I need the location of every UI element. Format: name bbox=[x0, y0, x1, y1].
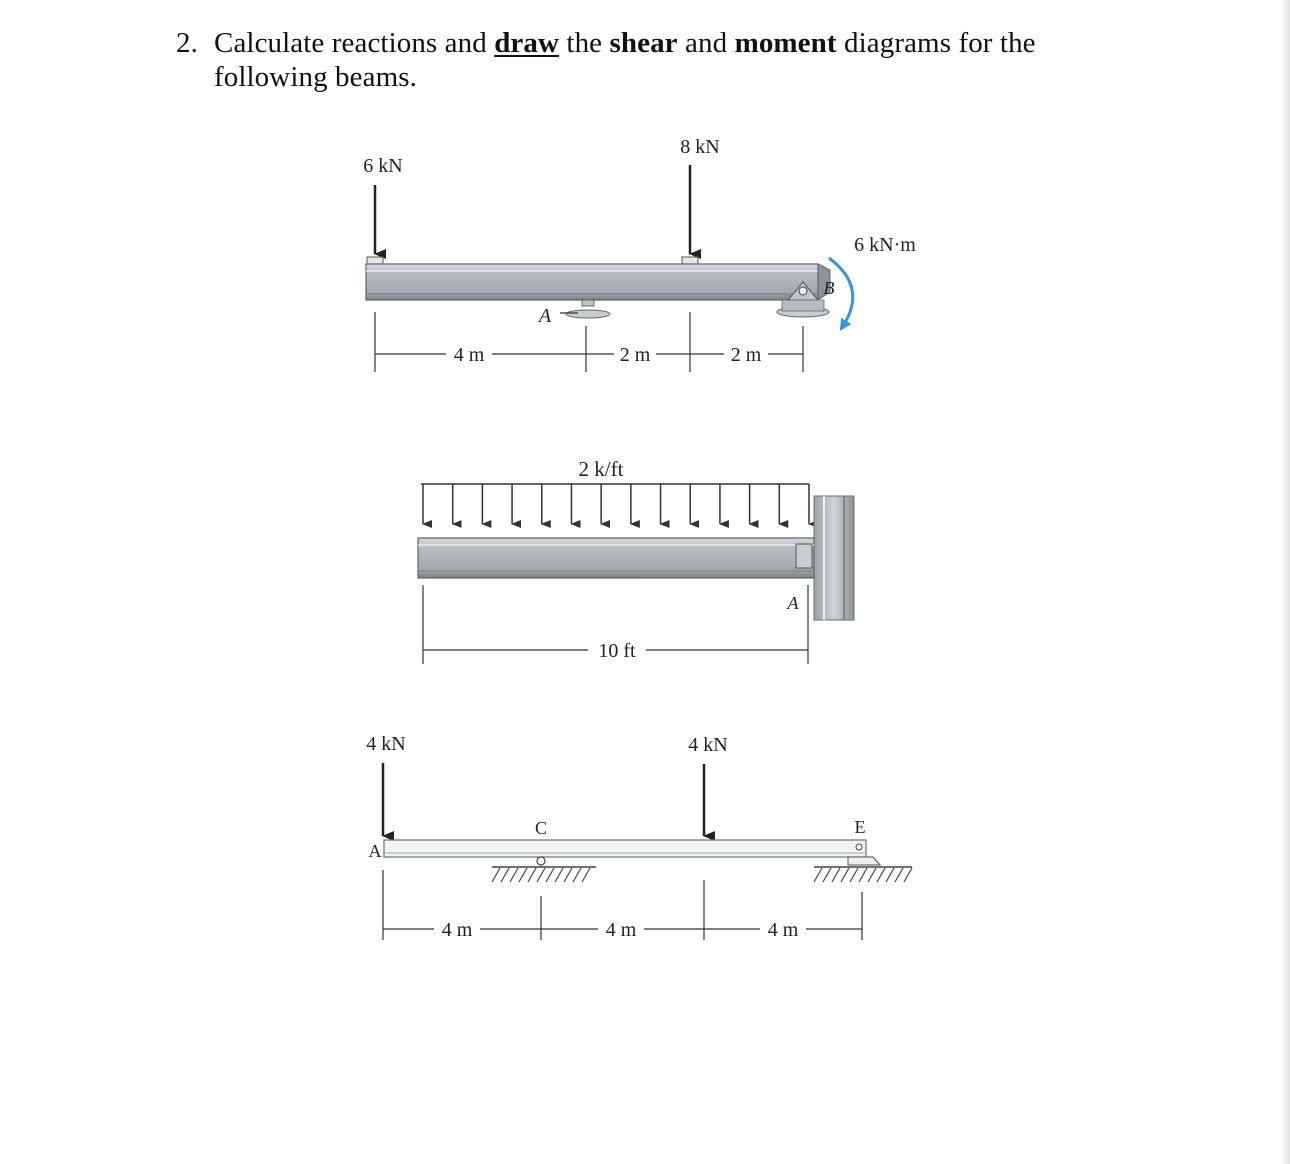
ground-hatch-mark bbox=[537, 868, 545, 882]
beam1-dim-label-3: 2 m bbox=[730, 344, 762, 366]
page-edge bbox=[1280, 0, 1290, 1164]
text-diagrams: diagrams for the bbox=[844, 27, 1036, 59]
ground-hatch-mark bbox=[859, 868, 867, 882]
beam2-length-label: 10 ft bbox=[598, 640, 636, 662]
ground-hatch-mark bbox=[519, 868, 527, 882]
ground-hatch-mark bbox=[555, 868, 563, 882]
beam3-load-left-label: 4 kN bbox=[366, 733, 406, 755]
beam3-dim-label-3: 4 m bbox=[767, 919, 799, 941]
ground-hatch-mark bbox=[582, 868, 590, 882]
beam1-support-a-block bbox=[582, 300, 594, 306]
beam3-support-c-roller bbox=[537, 857, 545, 865]
ground-hatch-mark bbox=[814, 868, 822, 882]
ground-hatch-mark bbox=[492, 868, 500, 882]
beam2-support-a-label: A bbox=[787, 593, 799, 613]
beam2-dist-load-label: 2 k/ft bbox=[578, 457, 624, 481]
beam1-dim-label-1: 4 m bbox=[453, 344, 485, 366]
beam3-support-e-pin bbox=[848, 857, 880, 865]
beam3-support-e-hinge bbox=[856, 844, 862, 850]
ground-hatch-mark bbox=[528, 868, 536, 882]
beam-2-figure bbox=[418, 457, 854, 664]
beam-3-figure bbox=[366, 733, 912, 941]
beam2-connection-plate bbox=[796, 544, 812, 568]
ground-hatch-mark bbox=[832, 868, 840, 882]
ground-hatch-mark bbox=[546, 868, 554, 882]
ground-hatch-mark bbox=[501, 868, 509, 882]
beam1-support-b-hinge bbox=[799, 287, 807, 295]
beam2-wall bbox=[814, 496, 854, 620]
beam3-point-a-label: A bbox=[368, 841, 382, 861]
beam1-dim-label-2: 2 m bbox=[619, 344, 651, 366]
problem-line-2: following beams. bbox=[214, 61, 417, 93]
beam1-couple-label: 6 kN·m bbox=[854, 234, 916, 256]
text-draw: draw bbox=[494, 27, 560, 59]
ground-hatch-mark bbox=[564, 868, 572, 882]
beam1-support-a-label: A bbox=[538, 305, 552, 327]
beam3-ground-e-hatch bbox=[814, 868, 912, 882]
ground-hatch-mark bbox=[886, 868, 894, 882]
beam3-dim-label-2: 4 m bbox=[605, 919, 637, 941]
text-shear: shear bbox=[609, 27, 678, 59]
beam3-ground-c-hatch bbox=[492, 868, 590, 882]
ground-hatch-mark bbox=[823, 868, 831, 882]
beam3-dim-label-1: 4 m bbox=[441, 919, 473, 941]
problem-number: 2. bbox=[176, 27, 198, 59]
beam1-load-plate-mid bbox=[682, 257, 698, 264]
beam2-body bbox=[418, 538, 814, 578]
text-the: the bbox=[566, 27, 603, 59]
ground-hatch-mark bbox=[904, 868, 912, 882]
text-and: and bbox=[685, 27, 728, 59]
beam1-support-b-label: B bbox=[823, 278, 835, 298]
ground-hatch-mark bbox=[510, 868, 518, 882]
ground-hatch-mark bbox=[573, 868, 581, 882]
beam3-body bbox=[384, 840, 866, 857]
beam3-point-c-label: C bbox=[534, 818, 548, 838]
beam2-distributed-load-arrows bbox=[423, 484, 809, 524]
ground-hatch-mark bbox=[895, 868, 903, 882]
beam-1-figure bbox=[363, 136, 916, 372]
beam1-load-mid-label: 8 kN bbox=[680, 136, 720, 158]
ground-hatch-mark bbox=[850, 868, 858, 882]
ground-hatch-mark bbox=[841, 868, 849, 882]
text-moment: moment bbox=[734, 27, 837, 59]
beam1-load-left-label: 6 kN bbox=[363, 155, 403, 177]
text-calculate: Calculate reactions and bbox=[214, 27, 487, 59]
beam1-support-b-plate bbox=[782, 300, 824, 311]
beam1-support-a-base bbox=[566, 310, 610, 318]
beam3-point-e-label: E bbox=[854, 817, 866, 837]
beam3-load-mid-label: 4 kN bbox=[688, 734, 728, 756]
ground-hatch-mark bbox=[877, 868, 885, 882]
beam1-load-plate-left bbox=[367, 257, 383, 264]
ground-hatch-mark bbox=[868, 868, 876, 882]
